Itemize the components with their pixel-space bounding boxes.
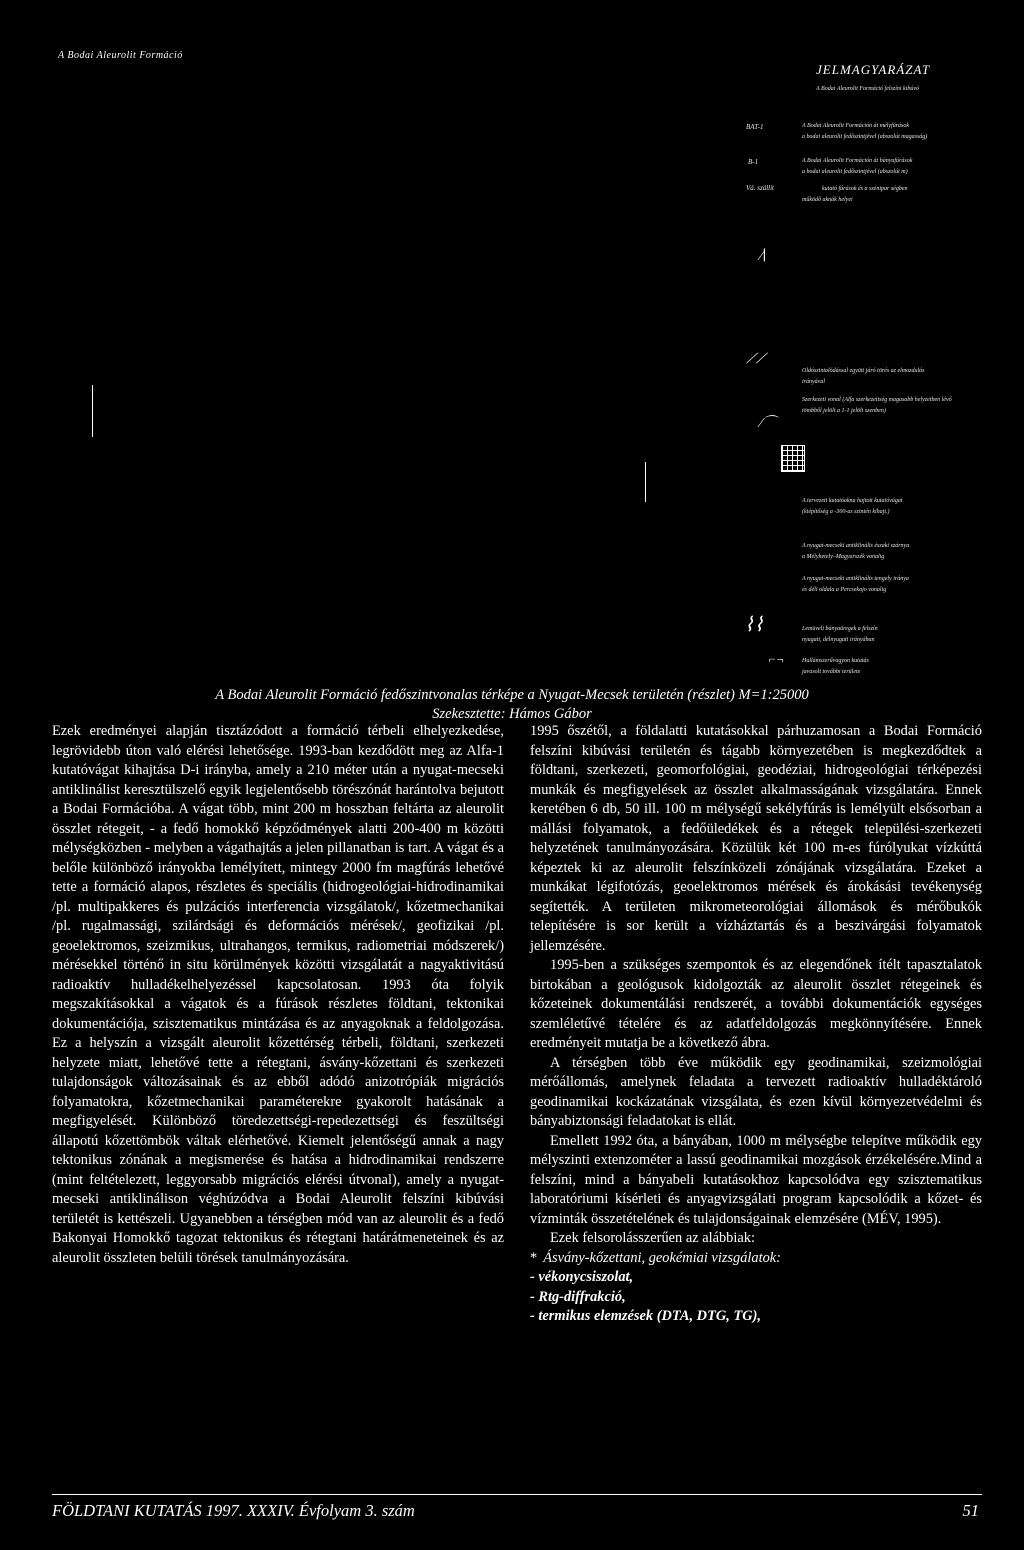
research-area-icon: ⌐¬	[768, 652, 785, 666]
legend-item: A Bodai Aleurolit Formáción át mélyfúrások	[802, 123, 910, 129]
legend-item: Szerkezeti vonal (Alfa szerkezetiség magasabb helyzetben lévő	[802, 397, 952, 403]
page-number: 51	[962, 1501, 979, 1520]
legend-item: nyugati, délnyugati irányában	[802, 637, 875, 643]
legend-code: Vá. szállít	[746, 184, 775, 192]
legend-item: Oldószintalódással együtt járó törés az elmozdulás	[802, 368, 925, 374]
legend-item: tömbből jelölt a 1-1 jelölt szenben)	[802, 408, 886, 414]
legend-item: A Bodai Aleurolit Formáció felszíni kibúvó	[816, 86, 920, 92]
paragraph: 1995 őszétől, a földalatti kutatásokkal párhuzamosan a Bodai Formáció felszíni kibúvási területén és tágabb környezetében is megkezdődtek a földtani, szerkezeti, geomorfológiai, geodéziai, hidrogeológiai térképezési munkák és megfigyelések az összlet alkalmasságának vizsgálatára. Ennek keretében 6 db, 50 ill. 100 m mélységű sekélyfúrás is lemélyült elsősorban a mállási folyamatok, a fedőüledékek és a rétegek települési-szerkezeti helyzetének tanulmányozására. Közülük két 100 m-es fúrólyukat vízkúttá képeztek ki az aleurolit felszínközeli zónájának vizsgálatára. Ezeket a munkákat légifotózás, geoelektromos mérések és árokásási tevékenység segítették. A területen mikrometeorológiai állomások és mérőbukók telepítésére is sor került a vízháztartás és a beszivárgási folyamatok jellemzésére.	[530, 723, 982, 954]
legend-item: a Mélyhetely–Magyarszék vonalig	[802, 554, 885, 560]
paragraph: Ezek felsorolásszerűen az alábbiak:	[550, 1230, 755, 1246]
list-head	[530, 1249, 982, 1269]
body-text	[52, 722, 982, 1327]
legend-item: Lemüveli bányaüregek a felszín	[802, 626, 878, 632]
legend-item: A Bodai Aleurolit Formáción át bányafúrások	[802, 158, 913, 164]
list-item: - vékonycsiszolat,	[530, 1269, 634, 1285]
footer-divider	[52, 1494, 982, 1495]
caption-author: Szekesztette: Hámos Gábor	[432, 706, 592, 722]
journal-footer: FÖLDTANI KUTATÁS 1997. XXXIV. Évfolyam 3. szám	[52, 1501, 415, 1520]
list-item: - termikus elemzések (DTA, DTG, TG),	[530, 1308, 762, 1324]
map-line	[92, 385, 93, 437]
paragraph: Ezek eredményei alapján tisztázódott a formáció térbeli elhelyezkedése, legrövidebb úton való elérési lehetősége. 1993-ban kezdődött meg az Alfa-1 kutatóvágat kihajtása D-i irányba, amely a 210 méter után a nyugat-mecseki antiklinálist keresztülszelő egyik legjelentősebb törészónát harántolva bejutott a Bodai Formációba. A vágat több, mint 200 m hosszban feltárta az aleurolit összlet rétegeit, - a fedő homokkő képződmények alatti 200-400 m közötti mélységközben - melyben a vágathajtás a jelen pillanatban is tart. A vágat és a belőle különböző irányokba lemélyített, mintegy 2000 fm magfúrás lehetővé tette a formáció alapos, részletes és speciális (hidrogeológiai-hidrodinamikai /pl. multipakkeres és pulzációs interferencia vizsgálatok/, kőzetmechanikai /pl. rugalmassági, szilárdsági és deformációs mérések/, geofizikai /pl. geoelektromos, szeizmikus, ultrahangos, termikus, radiometriai módszerek/) mérésekkel történő in situ körülmények közötti vizsgálatát a nagyaktivitású radioaktív hulladékelhelyezéssel kapcsolatosan. 1993 óta folyik megszakításokkal a vágatok és a fúrások részletes földtani, tektonikai dokumentációja, szisztematikus mintázása és az anyagoknak a feldolgozása. Ez a helyszín a vizsgált aleurolit kőzettérség térbeli, földtani, szerkezeti helyzete miatt, lehetővé tette a rétegtani, ásvány-kőzettani és szerkezeti tulajdonságok változásainak és az ebből adódó anizotrópiák migrációs folyamatokra, kőzetmechanikai paraméterekre gyakorolt hatásának a megfigyelését. Különböző töredezettségi-repedezettségi és feszültségi állapotú kőzettömbök váltak elérhetővé. Kiemelt jelentőségű annak a nagy tektonikus zónának a megismerése és hatása a hidrodinamikai rendszerre (mint feltételezett, leggyorsabb migrációs elérési útvonal), amely a nyugat-mecseki antiklinálison véghúzódva a Bodai Aleurolit felszíni kibúvási területét is kettészeli. Ugyanebben a térségben mód van az aleurolit és a fedő Bakonyai Homokkő tagozat tektonikus és rétegtani határátmeneteinek és az aleurolit összleten belüli törések tanulmányozására.	[52, 723, 504, 1266]
legend-item: A nyugat-mecseki antiklinális tengely iránya	[802, 576, 909, 582]
mine-cavity-icon: ⌇⌇	[744, 614, 764, 636]
legend-item: működő aknák helyei	[802, 197, 853, 203]
paragraph: Emellett 1992 óta, a bányában, 1000 m mélységbe telepítve működik egy mélyszinti extenzométer a lassú geodinamikai mozgások érzékelésére.Mind a felszíni, mind a bányabeli kutatásokhoz kapcsolódva egy szisztematikus laboratóriumi kísérleti és anyagvizsgálati program kapcsolódik a kőzet- és vízminták összetételének és tulajdonságainak elemzésére (MÉV, 1995).	[530, 1132, 982, 1227]
legend-item: Hullámszerűvagyon kutatás	[802, 658, 869, 664]
paragraph: A térségben több éve működik egy geodinamikai, szeizmológiai mérőállomás, amelynek feladata a tervezett radioaktív hulladéktároló geodinamikai kockázatának vizsgálata, és ezen kívül környezetvédelmi és bányabiztonsági feladatokat is ellát.	[530, 1054, 982, 1129]
hatched-area-icon	[781, 445, 805, 472]
paragraph: 1995-ben a szükséges szempontok és az elegendőnek ítélt tapasztalatok birtokában a geológusok kidolgozták az aleurolit összlet rétegeinek és kőzeteinek dokumentálási rendszerét, a további dokumentációk egységes szemléletűvé tételére és az adatfeldolgozás megkönnyítésére. Ennek eredményeit mutatja be a következő ábra.	[530, 957, 982, 1051]
legend-item: a bodai aleurolit fedőszintjével (abszolút m)	[802, 169, 908, 175]
caption-title: A Bodai Aleurolit Formáció fedőszintvonalas térképe a Nyugat-Mecsek területén (részlet) M=1:25000	[215, 687, 809, 703]
map-line	[645, 462, 646, 502]
well-symbol-icon: ∕∣	[760, 249, 767, 264]
list-head-text: Ásvány-kőzettani, geokémiai vizsgálatok:	[543, 1249, 781, 1266]
legend-code: B-1	[748, 158, 759, 166]
legend-item: A tervezett kutatóakna hajtott kutatóvágat	[802, 498, 903, 504]
legend-title: JELMAGYARÁZAT	[816, 62, 931, 77]
asterisk-icon: *	[530, 1249, 538, 1266]
legend-code: BAT-1	[746, 123, 764, 131]
left-column	[52, 722, 504, 1327]
legend-item: A nyugat-mecseki antiklinális északi szárnya	[802, 543, 910, 549]
legend-item: (kiépítőség a -300-as szintén kihajt.)	[802, 509, 890, 515]
figure-caption	[0, 686, 1024, 724]
list-item: - Rtg-diffrakció,	[530, 1288, 626, 1305]
legend-item: és déli oldala a Percsekajo vonalig	[802, 587, 887, 593]
legend-item: a bodai aleurolit fedőszintjével (abszolút magasság)	[802, 134, 928, 140]
fault-symbol-icon: ⟋⟋	[746, 352, 766, 367]
legend-item: irányával	[802, 379, 825, 385]
legend-item: javasolt további területe	[802, 669, 861, 675]
structure-line-icon: ⁄⌒	[760, 416, 777, 431]
right-column	[530, 722, 982, 1327]
map-title: A Bodai Aleurolit Formáció	[58, 50, 183, 61]
legend-item: kutató fúrások és a szénipar ségben	[822, 186, 908, 192]
analysis-list	[530, 1249, 982, 1327]
map-figure	[0, 0, 1024, 680]
